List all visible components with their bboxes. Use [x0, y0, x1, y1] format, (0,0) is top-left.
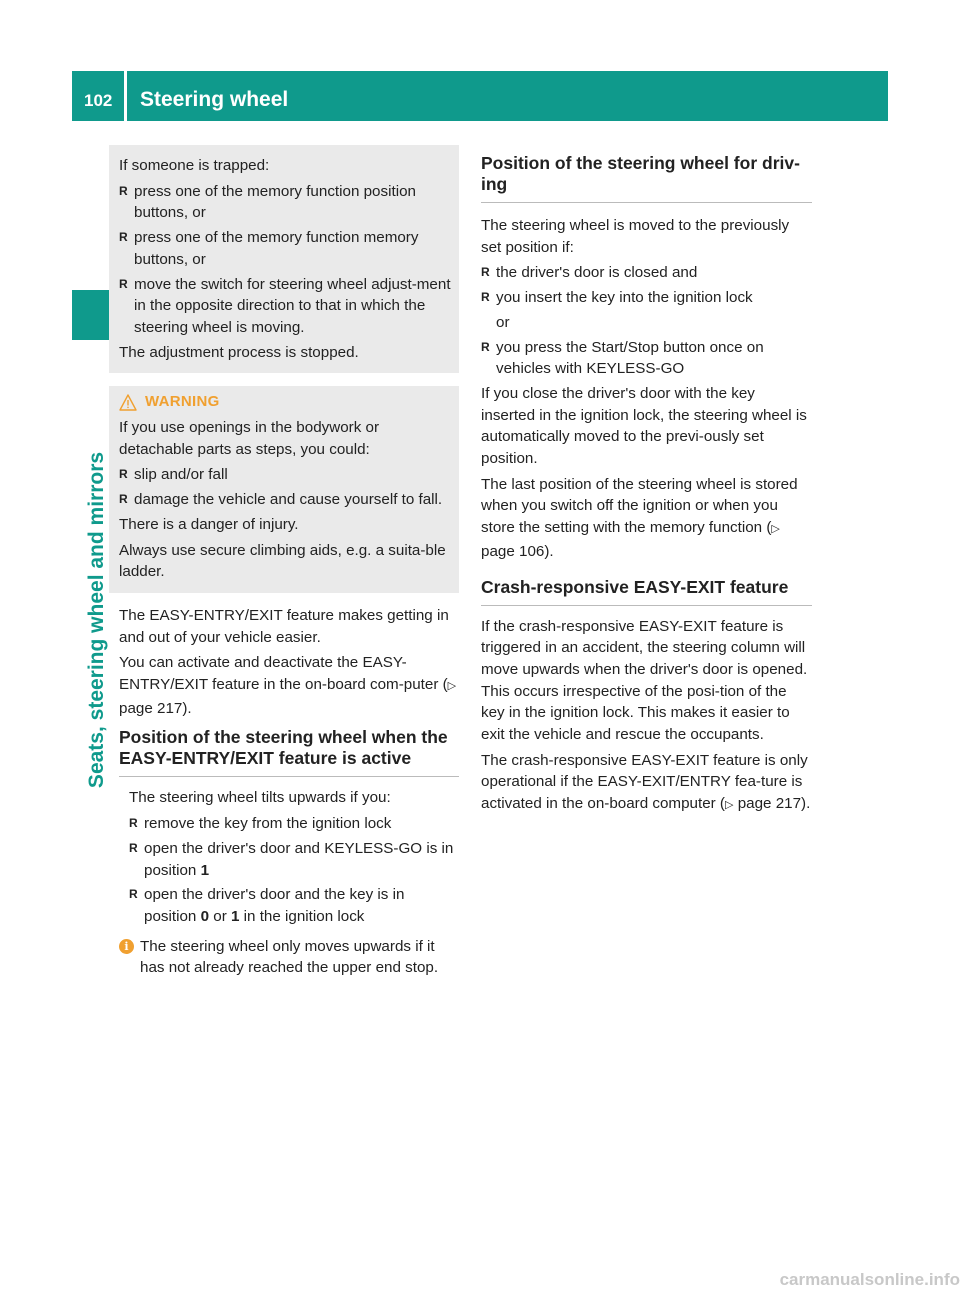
- crash-paragraph: If the crash-responsive EASY-EXIT feature is triggered in an accident, the steering column will move upwards when the driver's door is opened. This occurs irrespective of the posi-tion of the key in the ignition lock. This makes it easier to exit the vehicle and rescue the occupants.: [481, 617, 808, 744]
- warning-box: [109, 386, 459, 593]
- tilt-list: [129, 813, 459, 928]
- page-reference-link[interactable]: page 217).: [737, 795, 811, 813]
- page-number: 102: [84, 91, 113, 110]
- crash-operational-paragraph: [481, 750, 812, 817]
- page-reference-arrow-icon: ▷: [447, 680, 457, 693]
- list-item: R you insert the key into the ignition lock: [481, 287, 812, 309]
- header-divider: [124, 71, 127, 121]
- activation-paragraph: [119, 652, 459, 719]
- info-note: [119, 936, 459, 979]
- last-position-paragraph: [481, 474, 812, 563]
- trapped-outro: The adjustment process is stopped.: [119, 343, 359, 361]
- page-reference-link[interactable]: page 106).: [481, 542, 554, 560]
- page-header: [72, 71, 888, 121]
- trapped-intro: If someone is trapped:: [119, 157, 270, 174]
- driving-intro: The steering wheel is moved to the previously set position if:: [481, 217, 790, 256]
- position-value: 0: [200, 907, 210, 925]
- section-heading: Crash-responsive EASY-EXIT feature: [481, 577, 812, 606]
- position-value: 1: [230, 907, 240, 925]
- close-door-paragraph: If you close the driver's door with the key inserted in the ignition lock, the steering wheel is automatically moved to the previ-ously set position.: [481, 384, 807, 468]
- list-item: R the driver's door is closed and: [481, 262, 812, 284]
- list-item: R remove the key from the ignition lock: [129, 813, 459, 835]
- driving-list-2: [481, 337, 812, 380]
- list-item: [129, 884, 459, 927]
- info-text: The steering wheel only moves upwards if it has not already reached the upper end stop.: [140, 937, 439, 977]
- page-reference-link[interactable]: page 217).: [119, 699, 192, 717]
- driving-list: [481, 262, 812, 308]
- side-chapter-label: Seats, steering wheel and mirrors: [85, 451, 108, 789]
- info-icon: i: [119, 939, 134, 954]
- page-reference-arrow-icon: ▷: [771, 523, 780, 536]
- last-position-text: The last position of the steering wheel is stored when you switch off the ignition or when you store the setting with the memory function (: [481, 475, 798, 537]
- list-item: R press one of the memory function memory buttons, or: [119, 227, 451, 270]
- right-column: [481, 145, 812, 821]
- footer-watermark: carmanualsonline.info: [779, 1270, 960, 1289]
- warning-list: [119, 464, 451, 510]
- chapter-title: Steering wheel: [140, 88, 289, 111]
- list-item-text: or: [209, 907, 231, 925]
- crash-operational-text: The crash-responsive EASY-EXIT feature is only operational if the EASY-EXIT/ENTRY fea-ture is activated in the on-board computer (: [481, 751, 808, 813]
- list-item: R press one of the memory function position buttons, or: [119, 181, 451, 224]
- warning-intro: If you use openings in the bodywork or detachable parts as steps, you could:: [119, 419, 380, 458]
- list-item-text: in the ignition lock: [239, 907, 365, 925]
- warning-danger: There is a danger of injury.: [119, 515, 299, 533]
- tilt-intro: The steering wheel tilts upwards if you:: [129, 789, 391, 807]
- warning-label: WARNING: [145, 393, 220, 411]
- warning-title: [119, 391, 451, 413]
- warning-triangle-icon: [119, 394, 137, 411]
- warning-advice: Always use secure climbing aids, e.g. a suita-ble ladder.: [119, 541, 446, 581]
- or-label: or: [496, 313, 510, 331]
- activation-text: You can activate and deactivate the EASY-ENTRY/EXIT feature in the on-board com-puter (: [119, 654, 448, 694]
- list-item: R you press the Start/Stop button once on vehicles with KEYLESS-GO: [481, 337, 812, 380]
- easy-entry-paragraph: The EASY-ENTRY/EXIT feature makes getting in and out of your vehicle easier.: [119, 606, 449, 646]
- page-reference-arrow-icon: ▷: [724, 799, 734, 812]
- list-item-text: open the driver's door and the key is in position: [144, 886, 405, 925]
- section-heading: Position of the steering wheel for driv-ing: [481, 153, 812, 203]
- list-item: R damage the vehicle and cause yourself to fall.: [119, 489, 451, 511]
- tilt-section: [119, 787, 459, 927]
- left-column: [119, 145, 459, 979]
- list-item-text: open the driver's door and KEYLESS-GO is in position: [144, 839, 454, 879]
- trapped-box: [109, 145, 459, 373]
- position-value: 1: [200, 861, 210, 879]
- list-item: R slip and/or fall: [119, 464, 451, 486]
- list-item: R move the switch for steering wheel adjust-ment in the opposite direction to that in which the steering wheel is moving.: [119, 274, 451, 339]
- list-item: [129, 838, 459, 881]
- section-heading: Position of the steering wheel when the EASY-ENTRY/EXIT feature is active: [119, 727, 459, 777]
- trapped-list: [119, 181, 451, 339]
